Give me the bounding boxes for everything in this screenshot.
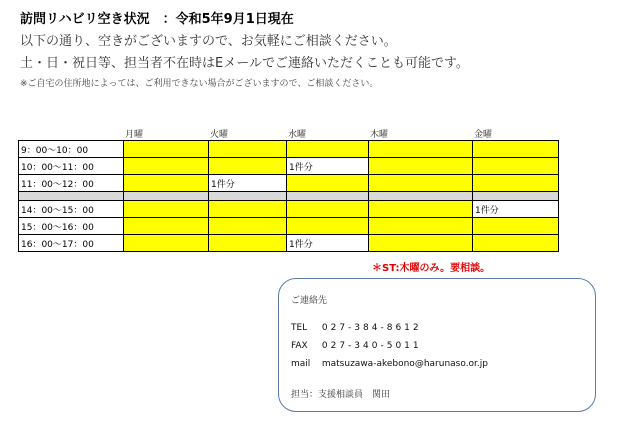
mail-label: mail — [291, 359, 311, 369]
slot-cell-available — [124, 218, 209, 235]
separator-cell — [209, 192, 287, 201]
slot-cell-available — [287, 175, 369, 192]
slot-cell-available — [369, 235, 473, 252]
time-slot-label: 15：00～16：00 — [19, 218, 124, 235]
day-header-mon: 月曜 — [125, 130, 144, 140]
slot-cell-available — [209, 141, 287, 158]
time-slot-label: 9：00～10：00 — [19, 141, 124, 158]
staff-name: 担当：支援相談員 関田 — [291, 390, 391, 400]
fax-label: FAX — [291, 341, 308, 351]
slot-cell-available — [209, 235, 287, 252]
slot-cell-booked: 1件分 — [209, 175, 287, 192]
mail-row — [291, 359, 488, 369]
slot-cell-booked: 1件分 — [473, 201, 559, 218]
day-header-tue: 火曜 — [210, 130, 229, 140]
slot-cell-available — [124, 141, 209, 158]
time-slot-label: 10：00～11：00 — [19, 158, 124, 175]
day-header-fri: 金曜 — [474, 130, 493, 140]
tel-number: 027-384-8612 — [321, 323, 422, 333]
separator-cell — [124, 192, 209, 201]
mail-address[interactable]: matsuzawa-akebono@harunaso.or.jp — [321, 359, 489, 369]
slot-cell-available — [287, 141, 369, 158]
table-row — [19, 235, 559, 252]
slot-cell-available — [124, 201, 209, 218]
separator-cell — [473, 192, 559, 201]
lunch-separator-row — [19, 192, 559, 201]
day-header-thu: 木曜 — [370, 130, 389, 140]
slot-cell-available — [124, 175, 209, 192]
slot-cell-available — [473, 158, 559, 175]
fax-row — [291, 341, 422, 351]
slot-cell-available — [369, 201, 473, 218]
table-row — [19, 201, 559, 218]
table-row — [19, 175, 559, 192]
slot-cell-booked: 1件分 — [287, 235, 369, 252]
address-note: ※ご自宅の住所地によっては、ご利用できない場合がございますので、ご相談ください。 — [20, 79, 379, 89]
page-title: 訪問リハビリ空き状況 ：令和5年9月1日現在 — [20, 12, 294, 27]
intro-line: 以下の通り、空きがございますので、お気軽にご相談ください。 — [20, 34, 397, 49]
table-row — [19, 218, 559, 235]
availability-table — [18, 140, 559, 252]
slot-cell-available — [369, 175, 473, 192]
slot-cell-available — [369, 218, 473, 235]
table-row — [19, 158, 559, 175]
contact-info-line: 土・日・祝日等、担当者不在時はEメールでご連絡いただくことも可能です。 — [20, 56, 469, 71]
fax-number: 027-340-5011 — [321, 341, 422, 351]
day-header-wed: 水曜 — [288, 130, 307, 140]
tel-row — [291, 323, 422, 333]
slot-cell-available — [369, 141, 473, 158]
tel-label: TEL — [291, 323, 308, 333]
slot-cell-available — [209, 218, 287, 235]
slot-cell-available — [209, 201, 287, 218]
slot-cell-available — [287, 201, 369, 218]
slot-cell-available — [473, 235, 559, 252]
time-slot-label: 16：00～17：00 — [19, 235, 124, 252]
slot-cell-available — [287, 218, 369, 235]
contact-title: ご連絡先 — [291, 296, 328, 306]
slot-cell-available — [124, 235, 209, 252]
contact-box — [278, 278, 596, 412]
slot-cell-booked: 1件分 — [287, 158, 369, 175]
slot-cell-available — [473, 175, 559, 192]
slot-cell-available — [473, 218, 559, 235]
st-note: ＊ST:木曜のみ。要相談。 — [372, 263, 491, 274]
separator-cell — [369, 192, 473, 201]
slot-cell-available — [124, 158, 209, 175]
slot-cell-available — [369, 158, 473, 175]
time-slot-label: 11：00～12：00 — [19, 175, 124, 192]
separator-cell — [287, 192, 369, 201]
slot-cell-available — [209, 158, 287, 175]
time-slot-label: 14：00～15：00 — [19, 201, 124, 218]
table-row — [19, 141, 559, 158]
separator-cell — [19, 192, 124, 201]
slot-cell-available — [473, 141, 559, 158]
